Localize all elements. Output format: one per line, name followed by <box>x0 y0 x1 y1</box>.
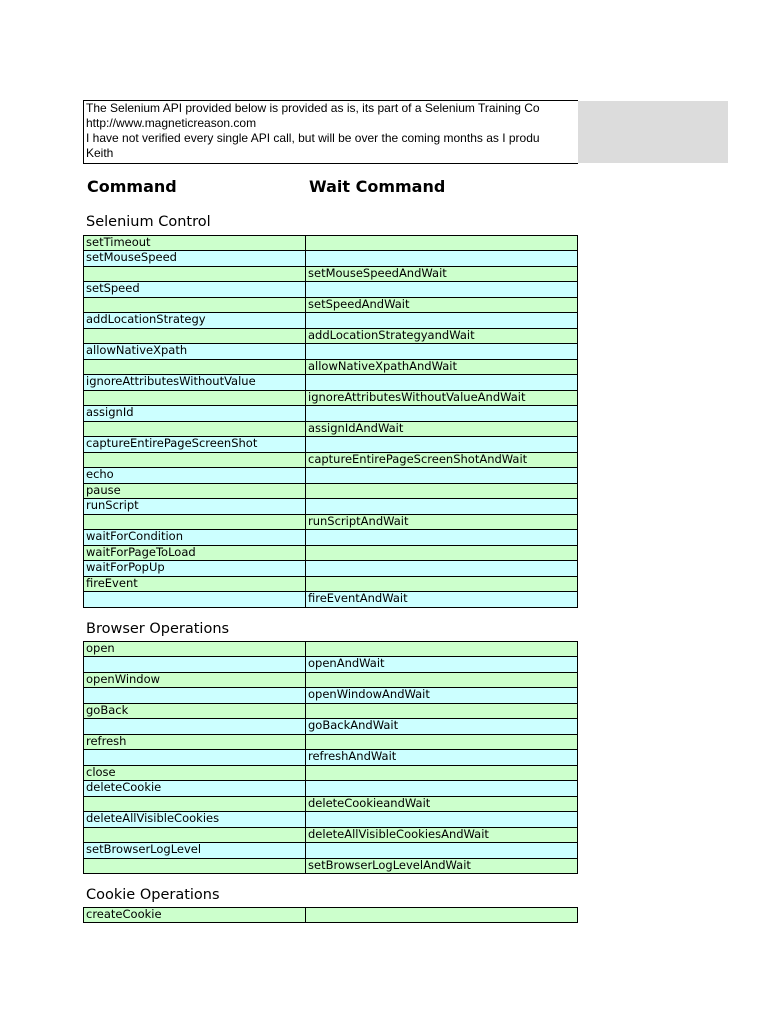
table-row <box>83 530 578 546</box>
wait-command-cell <box>306 735 577 750</box>
command-cell: addLocationStrategy <box>84 313 306 328</box>
wait-command-cell <box>306 530 577 545</box>
section-title: Selenium Control <box>86 214 211 230</box>
wait-command-cell <box>306 908 577 922</box>
table-row <box>83 515 578 531</box>
wait-command-cell <box>306 704 577 719</box>
table-row <box>83 360 578 376</box>
wait-command-cell <box>306 344 577 359</box>
command-cell <box>84 422 306 437</box>
wait-command-cell <box>306 781 577 796</box>
wait-command-cell: assignIdAndWait <box>308 421 404 435</box>
table-row <box>83 375 578 391</box>
table-row <box>83 766 578 782</box>
note-line: The Selenium API provided below is provided as is, its part of a Selenium Training Co <box>86 101 540 115</box>
wait-command-cell: ignoreAttributesWithoutValueAndWait <box>308 390 526 404</box>
command-cell <box>84 859 306 874</box>
table-row <box>83 561 578 577</box>
section-title: Cookie Operations <box>86 887 220 903</box>
command-cell: fireEvent <box>84 577 306 592</box>
wait-command-cell <box>306 251 577 266</box>
wait-command-cell <box>306 766 577 781</box>
wait-command-cell: goBackAndWait <box>308 719 399 732</box>
command-cell <box>84 267 306 282</box>
table-row <box>83 843 578 859</box>
table-row <box>83 391 578 407</box>
wait-command-cell: setMouseSpeedAndWait <box>308 266 447 280</box>
section-title: Browser Operations <box>86 621 230 637</box>
command-cell: waitForPopUp <box>84 561 306 576</box>
command-cell <box>84 688 306 703</box>
table-row <box>83 484 578 500</box>
table-row <box>83 704 578 720</box>
wait-command-cell <box>306 812 577 827</box>
table-row <box>83 406 578 422</box>
section-table <box>83 641 578 874</box>
table-row <box>83 251 578 267</box>
command-cell: setMouseSpeed <box>84 251 306 266</box>
wait-command-cell <box>306 282 577 297</box>
wait-command-cell <box>306 673 577 688</box>
command-cell <box>84 719 306 734</box>
wait-command-cell: refreshAndWait <box>308 750 397 763</box>
wait-command-cell <box>306 406 577 421</box>
command-cell: openWindow <box>84 673 306 688</box>
wait-command-cell <box>306 236 577 250</box>
table-row <box>83 298 578 314</box>
command-cell <box>84 298 306 313</box>
command-cell <box>84 750 306 765</box>
wait-command-cell <box>306 577 577 592</box>
wait-command-cell <box>306 437 577 452</box>
section-table <box>83 235 578 608</box>
command-cell: echo <box>84 468 306 483</box>
wait-command-cell <box>306 375 577 390</box>
table-row <box>83 719 578 735</box>
table-row <box>83 267 578 283</box>
command-cell: deleteCookie <box>84 781 306 796</box>
wait-command-cell: openAndWait <box>308 657 385 670</box>
table-row <box>83 437 578 453</box>
intro-note <box>83 100 578 164</box>
table-row <box>83 546 578 562</box>
table-row <box>83 812 578 828</box>
table-row <box>83 750 578 766</box>
command-cell: waitForPageToLoad <box>84 546 306 561</box>
table-row <box>83 797 578 813</box>
note-line: I have not verified every single API call, but will be over the coming months as I produ <box>86 131 540 145</box>
table-row <box>83 688 578 704</box>
table-row <box>83 282 578 298</box>
command-cell: allowNativeXpath <box>84 344 306 359</box>
command-cell <box>84 592 306 607</box>
command-cell: runScript <box>84 499 306 514</box>
table-row <box>83 422 578 438</box>
section-table <box>83 907 578 923</box>
table-row <box>83 499 578 515</box>
wait-command-cell: fireEventAndWait <box>308 592 408 605</box>
command-cell <box>84 797 306 812</box>
wait-command-cell: openWindowAndWait <box>308 688 430 701</box>
table-row <box>83 313 578 329</box>
command-cell <box>84 657 306 672</box>
wait-command-cell <box>306 546 577 561</box>
note-line: http://www.magneticreason.com <box>86 116 257 130</box>
table-row <box>83 329 578 345</box>
table-row <box>83 828 578 844</box>
command-cell: goBack <box>84 704 306 719</box>
table-row <box>83 673 578 689</box>
command-cell: pause <box>84 484 306 499</box>
command-cell: close <box>84 766 306 781</box>
command-column-header: Command <box>87 177 177 196</box>
table-row <box>83 657 578 673</box>
wait-command-cell: deleteAllVisibleCookiesAndWait <box>308 827 489 841</box>
wait-command-cell: addLocationStrategyandWait <box>308 328 475 342</box>
wait-command-cell <box>306 561 577 576</box>
command-cell: createCookie <box>84 908 306 922</box>
command-cell <box>84 360 306 375</box>
table-row <box>83 907 578 923</box>
wait-command-cell <box>306 468 577 483</box>
table-row <box>83 235 578 251</box>
wait-command-cell <box>306 313 577 328</box>
table-row <box>83 592 578 608</box>
wait-command-cell <box>306 843 577 858</box>
table-row <box>83 859 578 875</box>
command-cell: setTimeout <box>84 236 306 250</box>
table-row <box>83 577 578 593</box>
wait-command-cell <box>306 484 577 499</box>
wait-command-cell: allowNativeXpathAndWait <box>308 359 457 373</box>
wait-command-cell <box>306 642 577 656</box>
command-cell <box>84 515 306 530</box>
note-background <box>578 101 728 163</box>
table-row <box>83 453 578 469</box>
command-cell <box>84 453 306 468</box>
table-row <box>83 344 578 360</box>
wait-command-cell <box>306 499 577 514</box>
table-row <box>83 781 578 797</box>
wait-command-cell: setBrowserLogLevelAndWait <box>308 858 471 872</box>
wait-command-column-header: Wait Command <box>309 177 446 196</box>
command-cell: deleteAllVisibleCookies <box>84 812 306 827</box>
wait-command-cell: captureEntirePageScreenShotAndWait <box>308 452 528 466</box>
command-cell <box>84 828 306 843</box>
command-cell: assignId <box>84 406 306 421</box>
command-cell: open <box>84 642 306 656</box>
wait-command-cell: deleteCookieandWait <box>308 796 431 810</box>
table-row <box>83 735 578 751</box>
wait-command-cell: runScriptAndWait <box>308 514 409 528</box>
command-cell: setBrowserLogLevel <box>84 843 306 858</box>
command-cell: waitForCondition <box>84 530 306 545</box>
command-cell: setSpeed <box>84 282 306 297</box>
command-cell <box>84 391 306 406</box>
note-line: Keith <box>86 146 114 160</box>
command-cell: ignoreAttributesWithoutValue <box>84 375 306 390</box>
command-cell <box>84 329 306 344</box>
command-cell: refresh <box>84 735 306 750</box>
table-row <box>83 641 578 657</box>
wait-command-cell: setSpeedAndWait <box>308 297 410 311</box>
command-cell: captureEntirePageScreenShot <box>84 437 306 452</box>
table-row <box>83 468 578 484</box>
